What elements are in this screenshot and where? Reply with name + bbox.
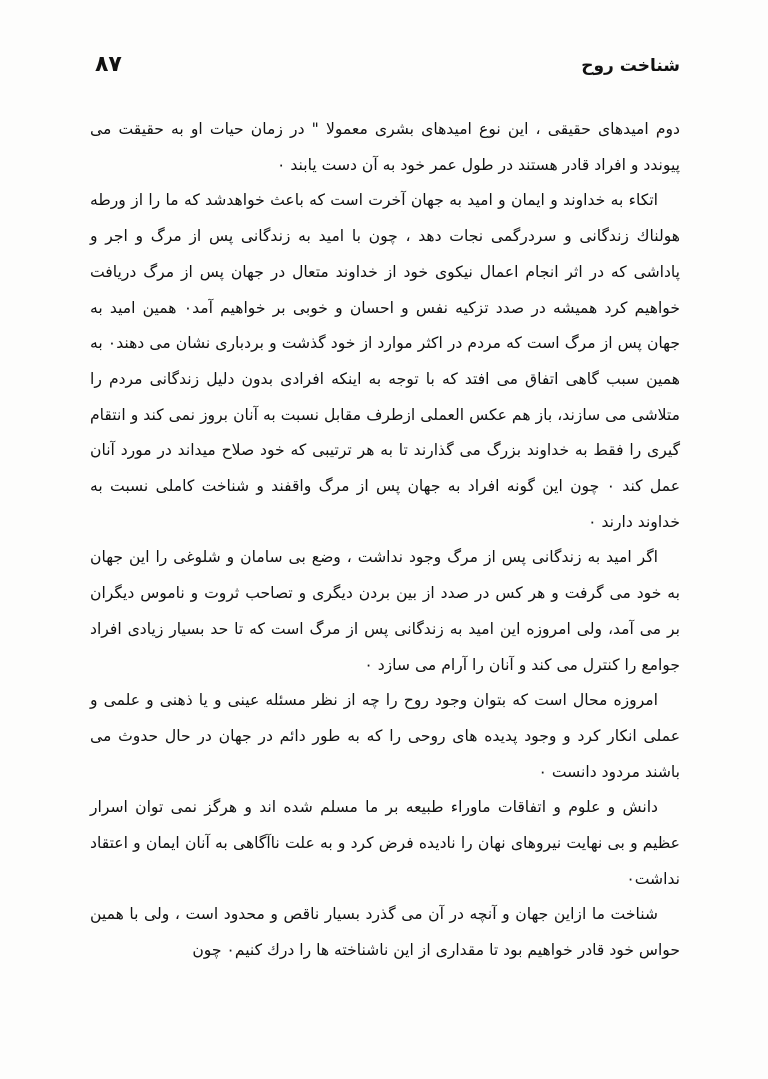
running-title: شناخت روح xyxy=(581,56,680,76)
paragraph: دوم امیدهای حقیقی ، این نوع امیدهای بشری معمولا " در زمان حیات او به حقیقت می پیوندد و افراد قادر هستند در طول عمر خود به آن دست یابند ٠ xyxy=(90,120,680,174)
paragraph: اتکاء به خداوند و ایمان و امید به جهان آخرت است که باعث خواهدشد که ما را از ورطه هولناك زندگانی و سردرگمی نجات دهد ، چون با امید به زندگانی پس از مرگ و اجر و پاداشی که در اثر انجام اعمال نیکوی خود از خداوند متعال در جهان پس از مرگ دریافت خواهیم کرد همیشه در صدد تزکیه نفس و احسان و خوبی بر خواهیم آمد٠ همین امید به جهان پس از مرگ است که مردم در اکثر موارد از خود گذشت و بردباری نشان می دهند٠ به همین سبب گاهی اتفاق می افتد که با توجه به اینکه افرادی بدون دلیل زندگانی مردم را متلاشی می سازند، باز هم عکس العملی ازطرف مقابل نسبت به آنان بروز نمی کند و انتقام گیری را فقط به خداوند بزرگ می گذارند تا به هر ترتیبی که خود صلاح میداند در مورد آنان عمل کند ٠ چون این گونه افراد به جهان پس از مرگ واقفند و شناخت کاملی نسبت به خداوند دارند ٠ xyxy=(90,191,681,531)
page-number: ۸۷ xyxy=(95,52,122,77)
paragraph: دانش و علوم و اتفاقات ماوراء طبیعه بر ما مسلم شده اند و هرگز نمی توان اسرار عظیم و بی نهایت نیروهای نهان را نادیده فرض کرد و به علت ناآگاهی به آنان ایمان و اعتقاد نداشت٠ xyxy=(90,798,680,888)
paragraph: اگر امید به زندگانی پس از مرگ وجود نداشت ، وضع بی سامان و شلوغی را این جهان به خود می گرفت و هر کس در صدد از بین بردن دیگری و تصاحب ثروت و ناموس دیگران بر می آمد، ولی امروزه این امید به زندگانی پس از مرگ است که تا حد بسیار زیادی افراد جوامع را کنترل می کند و آنان را آرام می سازد ٠ xyxy=(90,548,680,674)
page-header xyxy=(95,52,680,92)
paragraph: شناخت ما ازاین جهان و آنچه در آن می گذرد بسیار ناقص و محدود است ، ولی با همین حواس خود قادر خواهیم بود تا مقداری از این ناشناخته ها را درك كنیم٠ چون xyxy=(90,905,680,960)
body-text xyxy=(90,112,680,969)
paragraph: امروزه محال است که بتوان وجود روح را چه از نظر مسئله عینی و یا ذهنی و علمی و عملی انکار کرد و وجود پدیده های روحی را که به طور دائم در جهان در حال حدوث می باشند مردود دانست ٠ xyxy=(90,691,680,781)
